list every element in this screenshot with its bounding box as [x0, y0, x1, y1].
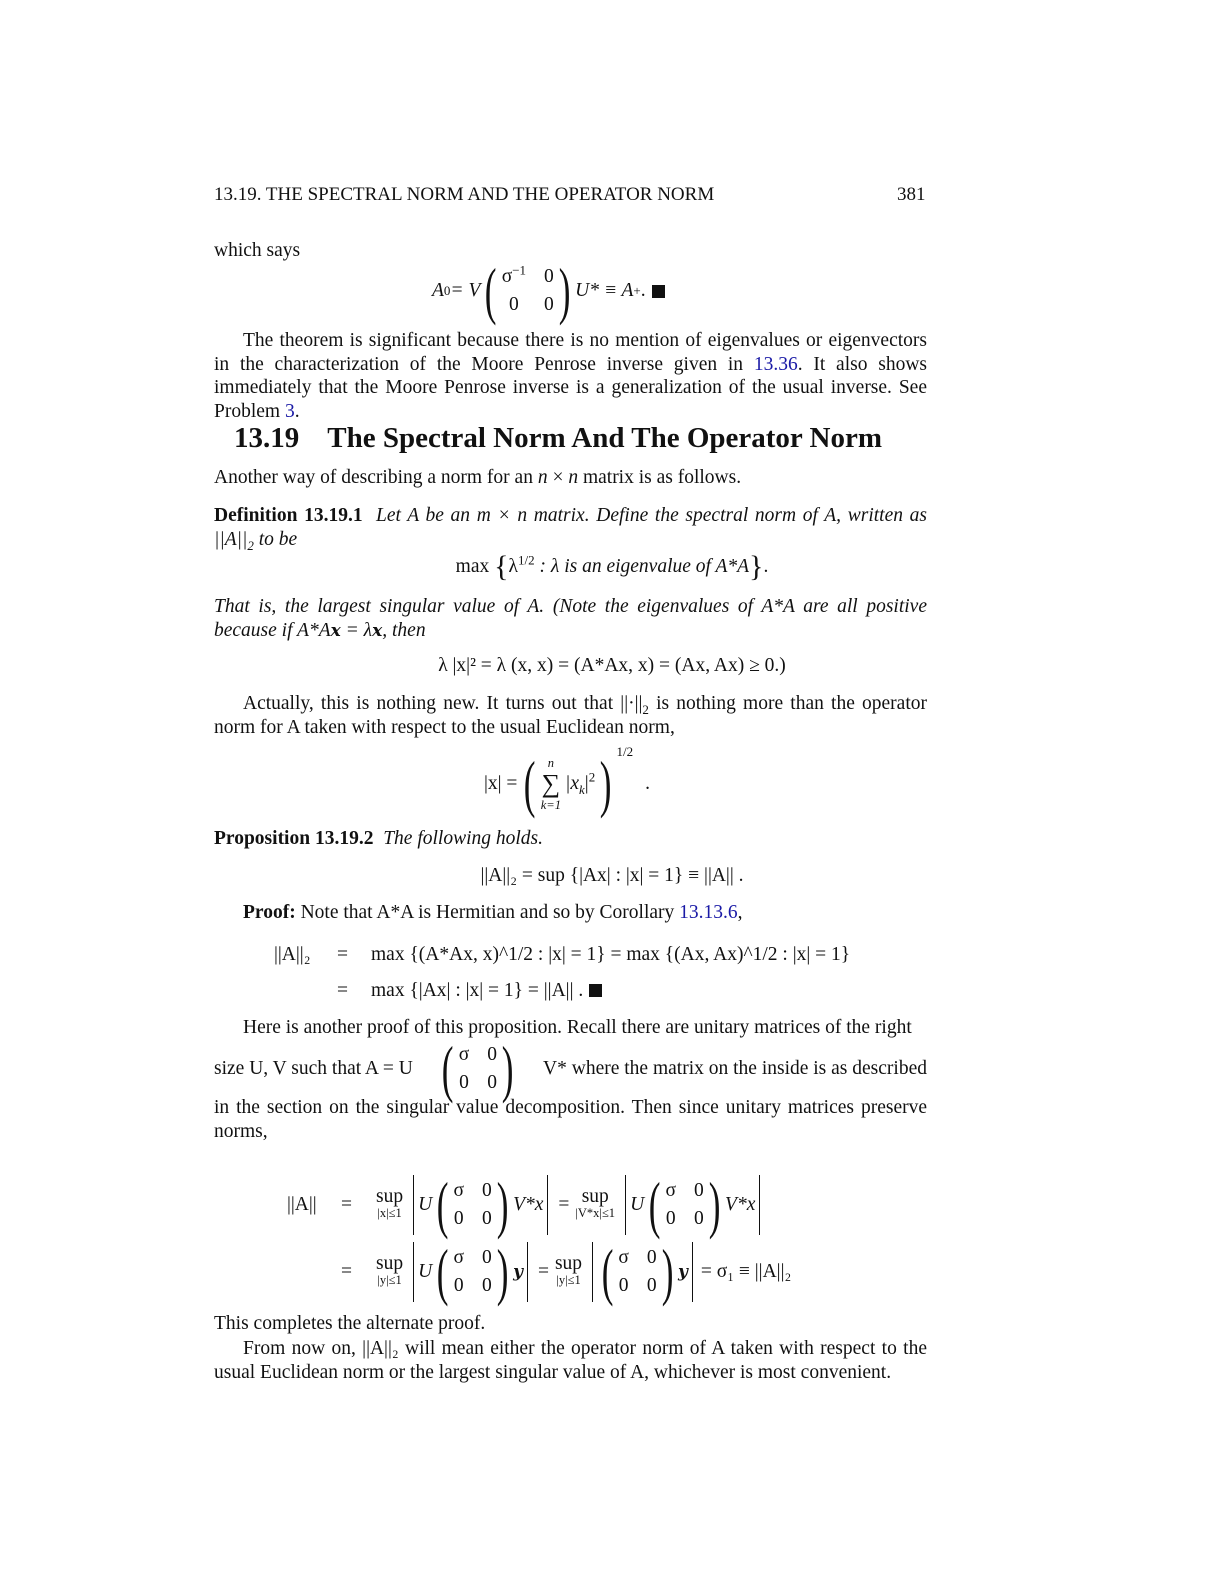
matrix-cell: 0	[693, 1180, 704, 1201]
paragraph-another-way: Another way of describing a norm for an n × n matrix is as follows.	[214, 467, 742, 488]
which-says-text: which says	[214, 240, 301, 261]
sum-term-end: |	[584, 773, 589, 794]
summation	[541, 755, 561, 813]
matrix-cell: 0	[453, 1208, 464, 1229]
definition-text-a: Let A be an m × n matrix. Define the spectral norm of A, written as ||A||	[214, 505, 928, 550]
Vx-symbol: V*x	[513, 1194, 544, 1215]
norm-bar-icon	[413, 1175, 414, 1235]
norm-bar-icon	[592, 1242, 593, 1302]
ref-problem-3-link[interactable]: 3	[284, 400, 295, 422]
section-heading	[234, 422, 882, 455]
proof-intro	[243, 902, 743, 924]
definition-text-a-end: to be	[253, 528, 298, 550]
definition-sub: 2	[247, 537, 254, 553]
matrix-cell: 0	[544, 294, 554, 315]
p3-text-b: is nothing more than the operator norm for A taken with respect to the usual Euclidean norm,	[214, 693, 927, 738]
display-line2: sup |y|≤1 U ( σ 0 0 0 ) y = sup |y|≤1 ( σ 0 0 0 ) y = σ₁ ≡ ||A||₂	[376, 1236, 792, 1307]
matrix-cell: 0	[646, 1247, 657, 1268]
eq-norm-lhs: |x| =	[484, 773, 518, 794]
sum-icon: ∑	[541, 769, 561, 798]
eq-lambda-exp: 1/2	[518, 552, 535, 568]
equation-euclidean-norm: |x| = ( n ∑ k=1 $|x_k|^2$ ) 1/2 .	[484, 744, 650, 819]
proof-line2-eq: =	[337, 980, 348, 1001]
proposition-label: Proposition 13.19.2	[214, 828, 374, 849]
eq-norm-end: .	[645, 773, 650, 794]
sum-bottom: k=1	[540, 798, 561, 812]
display-eq-1: =	[341, 1194, 352, 1215]
p4-text-b-b: V* where the matrix on the inside is as described	[543, 1058, 927, 1079]
U-symbol: U	[418, 1194, 433, 1215]
paragraph-nothing-new	[214, 692, 927, 739]
definition-block	[214, 504, 927, 551]
y-symbol: y	[513, 1262, 523, 1282]
eq-a0-mid: = V	[450, 280, 481, 301]
sum-term-exp: 2	[588, 769, 596, 785]
display-line1: sup |x|≤1 U ( σ 0 0 0 ) V*x = sup |V*x|≤1 U ( σ 0 0 0 ) V*x	[376, 1172, 764, 1238]
display-eq-2: =	[341, 1261, 352, 1282]
eq-body: : λ is an eigenvalue of A*A	[534, 556, 750, 577]
p1-text-a: The theorem is significant because there is no mention of eigenvalues or eigenvectors in the characterization of the Moore Penrose inverse given in	[214, 330, 927, 375]
page-number: 381	[897, 184, 926, 205]
matrix-cell: σ	[453, 1247, 465, 1268]
matrix-cell: 0	[482, 1275, 492, 1296]
norm-bar-icon	[527, 1242, 528, 1302]
matrix-cell: 0	[508, 294, 519, 315]
proposition-block	[214, 828, 543, 850]
p1-text-b: . It also shows immediately that the Moore Penrose inverse is a generalization of the usual inverse. See Problem	[214, 353, 927, 422]
matrix-cell: 0	[482, 1208, 492, 1229]
matrix-cell: σ	[453, 1180, 465, 1201]
p2-text-b: matrix is as follows.	[578, 467, 742, 488]
matrix-cell: σ	[458, 1044, 470, 1065]
eq-max: max	[455, 556, 490, 577]
proof-line2	[371, 980, 602, 1002]
sup-condition: |y|≤1	[556, 1273, 581, 1287]
U-symbol: U	[418, 1261, 433, 1282]
right-paren-icon: )	[501, 1033, 514, 1104]
U-symbol: U	[630, 1194, 645, 1215]
p3-sub: 2	[642, 701, 649, 717]
left-paren-icon: (	[485, 255, 497, 326]
proof-text-b: ,	[737, 902, 743, 923]
eq-a0-rhs: U* ≡ A	[575, 280, 634, 301]
p4-text-b-a: size U, V such that A = U	[214, 1058, 413, 1079]
Vx-symbol: V*x	[725, 1194, 756, 1215]
matrix-cell: 0	[482, 1247, 492, 1268]
display-lhs: ||A||	[287, 1194, 317, 1215]
matrix-sigma: σ	[501, 266, 513, 287]
matrix-cell: σ	[665, 1180, 676, 1201]
proof-label: Proof:	[243, 902, 296, 923]
display-eq: =	[558, 1194, 570, 1215]
norm-bar-icon	[547, 1175, 548, 1235]
proof-line1-lhs: ||A||₂	[274, 944, 311, 965]
p1-text-c: .	[294, 400, 300, 422]
right-paren-icon: )	[599, 748, 612, 819]
p3-text-a: Actually, this is nothing new. It turns out that ||·||	[243, 693, 643, 714]
display-eq: =	[537, 1261, 549, 1282]
sup-condition: |x|≤1	[377, 1206, 402, 1220]
matrix-cell: 0	[544, 266, 554, 287]
proposition-text: The following holds.	[383, 828, 544, 849]
ref-corollary-link[interactable]: 13.13.6	[679, 902, 738, 923]
display-end: = σ₁ ≡ ||A||₂	[700, 1261, 792, 1282]
vec-x: x	[372, 620, 383, 641]
vec-x: x	[330, 620, 341, 641]
matrix-cell: 0	[618, 1275, 629, 1296]
section-title: The Spectral Norm And The Operator Norm	[327, 422, 882, 454]
right-paren-icon: )	[558, 255, 571, 326]
ref-13-36-link[interactable]: 13.36	[753, 353, 798, 375]
proof-line2-rhs: max {|Ax| : |x| = 1} = ||A|| .	[371, 980, 584, 1001]
matrix-cell: 0	[665, 1208, 676, 1229]
sum-term-sub: k	[579, 781, 585, 797]
matrix-sigma	[437, 1033, 518, 1104]
matrix-sigma-exp: −1	[512, 262, 527, 278]
sup-label: sup	[554, 1253, 583, 1274]
definition-text-b-end: , then	[382, 619, 426, 641]
paragraph-theorem-significance	[214, 329, 927, 423]
matrix-cell: 0	[646, 1275, 657, 1296]
p2-text-a: Another way of describing a norm for an	[214, 467, 538, 488]
matrix-cell: 0	[453, 1275, 464, 1296]
sup-label: sup	[376, 1253, 404, 1274]
eq-a0-lhs: A	[432, 280, 444, 301]
section-number: 13.19	[234, 422, 300, 454]
eq-end: .	[763, 556, 769, 577]
matrix-cell: 0	[482, 1180, 492, 1201]
qed-square-icon	[589, 984, 602, 997]
definition-text-b-block	[214, 595, 927, 643]
sup-label: sup	[581, 1186, 609, 1207]
norm-bar-icon	[692, 1242, 693, 1302]
left-paren-icon: (	[442, 1033, 454, 1104]
closing-line1: This completes the alternate proof.	[214, 1313, 486, 1334]
p4-inline-matrix-line	[214, 1033, 927, 1104]
p4-text-c: in the section on the singular value decomposition. Then since unitary matrices preserve norms,	[214, 1097, 927, 1142]
matrix-cell: 0	[459, 1072, 469, 1093]
sup-label: sup	[376, 1186, 404, 1207]
matrix-cell: 0	[693, 1208, 704, 1229]
sum-term: |x	[564, 773, 579, 794]
definition-label: Definition 13.19.1	[214, 505, 363, 526]
sup-condition: |y|≤1	[377, 1273, 402, 1287]
running-header: 13.19. THE SPECTRAL NORM AND THE OPERATOR NORM	[214, 184, 715, 205]
proof-line1-eq: =	[337, 944, 348, 965]
matrix-cell: 0	[487, 1072, 498, 1093]
definition-text-b: That is, the largest singular value of A. (Note the eigenvalues of A*A are all positive because if A*A	[214, 596, 927, 641]
norm-bar-icon	[759, 1175, 760, 1235]
p4-text-a: Here is another proof of this proposition. Recall there are unitary matrices of the right	[243, 1017, 912, 1038]
sup-condition: |V*x|≤1	[575, 1206, 616, 1220]
closing-line2: From now on, ||A||₂ will mean either the operator norm of A taken with respect to the usual Euclidean norm or the largest singular value of A, whichever is most convenient.	[214, 1338, 927, 1383]
matrix-cell: σ	[618, 1247, 629, 1268]
proof-text-a: Note that A*A is Hermitian and so by Corollary	[295, 902, 680, 923]
equation-spectral-norm: $\max \{\lambda^{1/2}$ : λ is an eigenvalue of A*A}.	[455, 550, 769, 583]
equation-a0: A 0 = V ( $\sigma^{-1}$ 0 0 0 ) U* ≡ A + .	[432, 258, 665, 324]
definition-text-b-mid: = λ	[340, 619, 373, 641]
qed-square-icon	[652, 285, 665, 298]
equation-positive-eigen: λ |x|² = λ (x, x) = (A*Ax, x) = (Ax, Ax) ≥ 0.)	[438, 655, 786, 676]
sum-top: n	[547, 756, 554, 770]
matrix-cell: 0	[487, 1044, 498, 1065]
equation-proposition: ||A||₂ = sup {|Ax| : |x| = 1} ≡ ||A|| .	[480, 865, 744, 886]
norm-bar-icon	[413, 1242, 414, 1302]
norm-bar-icon	[625, 1175, 626, 1235]
eq-lambda: λ	[508, 556, 518, 577]
left-paren-icon: (	[524, 748, 536, 819]
matrix-sigma-inverse	[480, 255, 575, 326]
y-symbol: y	[677, 1262, 688, 1282]
proof-line1-rhs: max {(A*Ax, x)^1/2 : |x| = 1} = max {(Ax, Ax)^1/2 : |x| = 1}	[371, 944, 851, 965]
